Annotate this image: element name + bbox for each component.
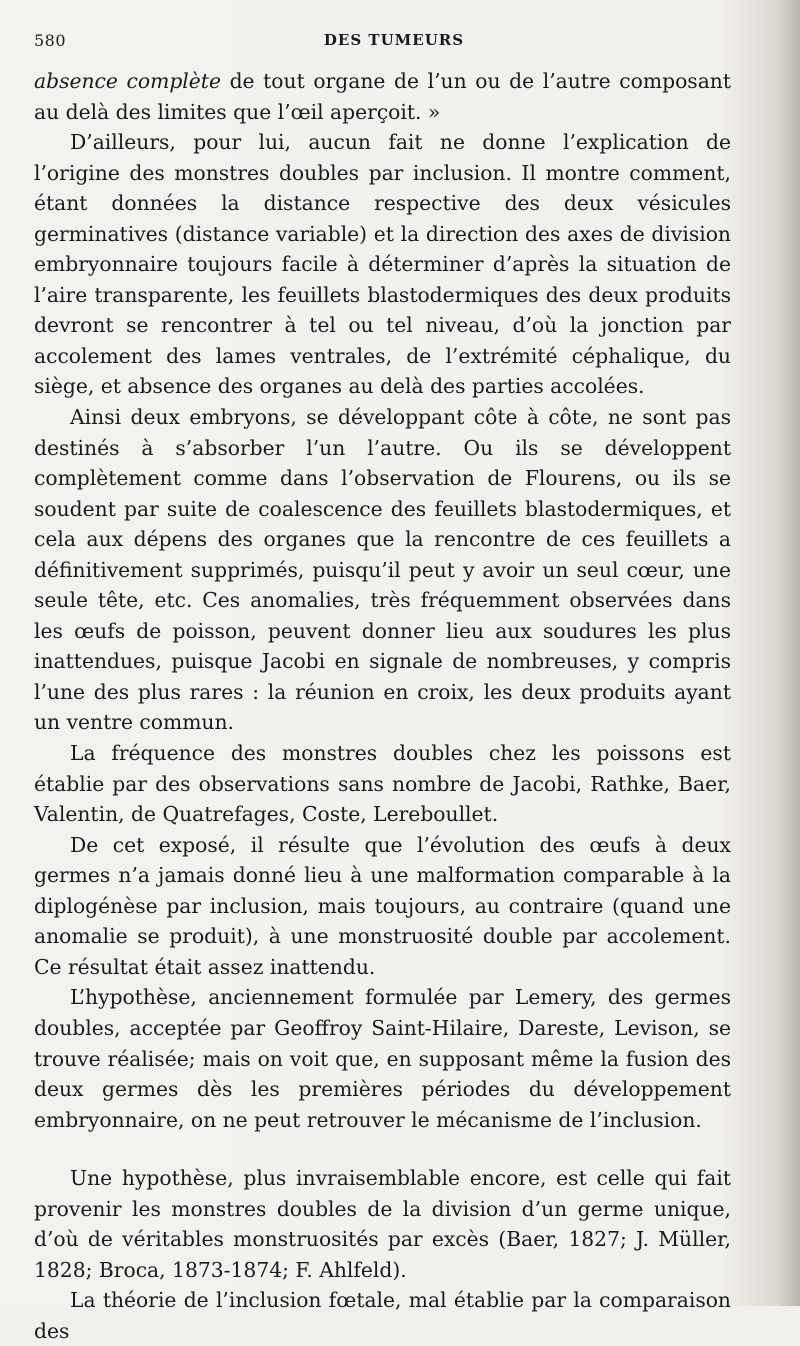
body-text [34,66,731,1346]
paragraph: L’hypothèse, anciennement formulée par Lemery, des germes doubles, acceptée par Geoffroy Saint-Hilaire, Dareste, Levison, se trouve réalisée; mais on voit que, en supposant même la fusion des deux germes dès les premières périodes du développement embryonnaire, on ne peut retrouver le mécanisme de l’inclusion. [34,985,731,1132]
page-header [34,31,754,55]
paragraph: Une hypothèse, plus invraisemblable encore, est celle qui fait provenir les monstres doubles de la division d’un germe unique, d’où de véritables monstruosités par excès (Baer, 1827; J. Müller, 1828; Broca, 1873-1874; F. Ahlfeld). [34,1166,731,1282]
paragraph: La fréquence des monstres doubles chez les poissons est établie par des observations sans nombre de Jacobi, Rathke, Baer, Valentin, de Quatrefages, Coste, Lereboullet. [34,741,731,827]
paragraph: D’ailleurs, pour lui, aucun fait ne donne l’explication de l’origine des monstres doubles par inclusion. Il montre comment, étant données la distance respective des deux vésicules germinatives (distance variable) et la direction des axes de division embryonnaire toujours facile à déterminer d’après la situation de l’aire transparente, les feuillets blastodermiques des deux produits devront se rencontrer à tel ou tel niveau, d’où la jonction par accolement des lames ventrales, de l’extrémité céphalique, du siège, et absence des organes au delà des parties accolées. [34,130,731,399]
paragraph: Ainsi deux embryons, se développant côte à côte, ne sont pas destinés à s’absorber l’un l’autre. Ou ils se développent complètement comme dans l’observation de Flourens, ou ils se soudent par suite de coalescence des feuillets blastodermiques, et cela aux dépens des organes que la rencontre de ces feuillets a définitivement supprimés, puisqu’il peut y avoir un seul cœur, une seule tête, etc. Ces anomalies, très fréquemment observées dans les œufs de poisson, peuvent donner lieu aux soudures les plus inattendues, puisque Jacobi en signale de nombreuses, y compris l’une des plus rares : la réunion en croix, les deux produits ayant un ventre commun. [34,405,731,735]
italic-phrase: absence complète [34,69,221,93]
paragraph-text: de tout organe de l’un ou de l’autre composant au delà des limites que l’œil aperçoit. » [34,69,731,124]
paragraph: La théorie de l’inclusion fœtale, mal établie par la comparaison des [34,1288,731,1343]
running-title: DES TUMEURS [323,31,465,49]
paragraph: De cet exposé, il résulte que l’évolution des œufs à deux germes n’a jamais donné lieu à une malformation comparable à la diplogénèse par inclusion, mais toujours, au contraire (quand une anomalie se produit), à une monstruosité double par accolement. Ce résultat était assez inattendu. [34,832,731,979]
paragraph-continuation [34,66,731,127]
page-number: 580 [34,31,67,50]
